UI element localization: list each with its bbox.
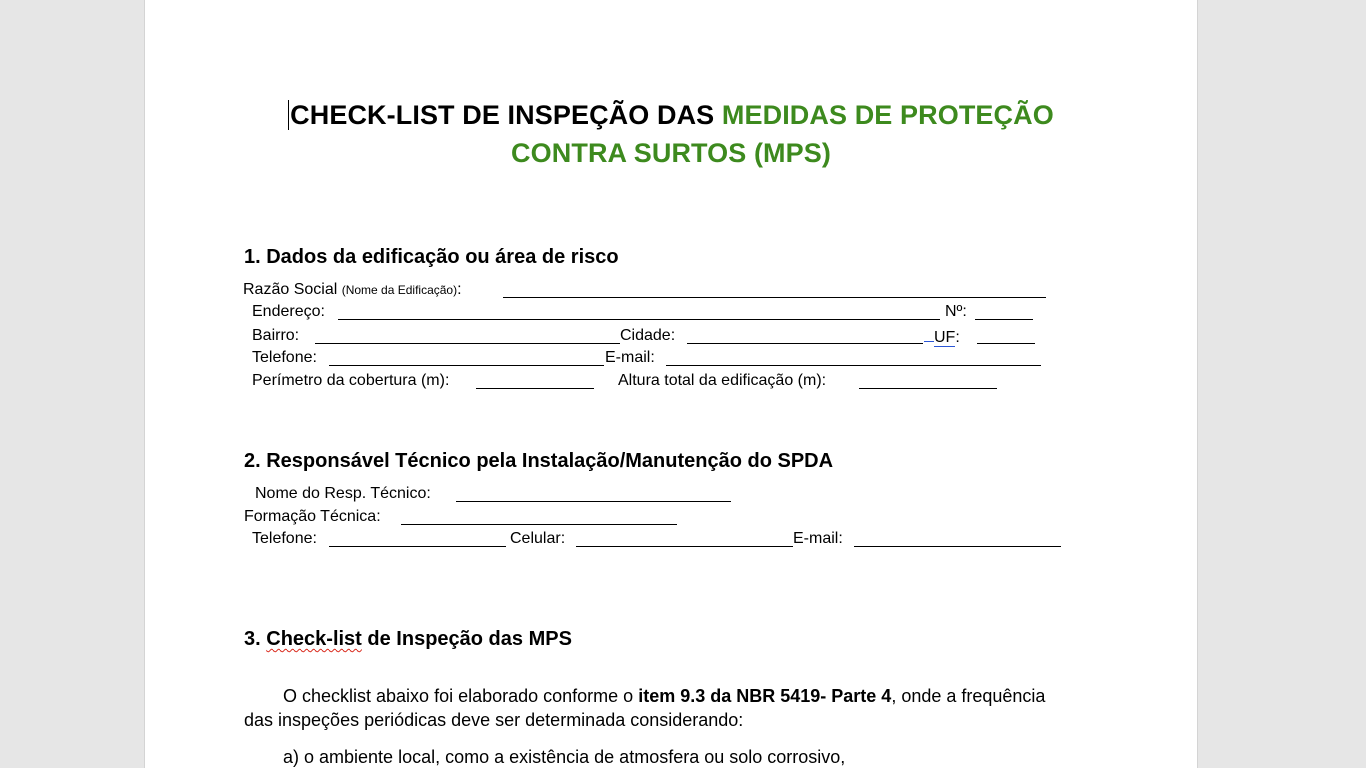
cidade-label: Cidade: (620, 327, 676, 344)
razao-social-field[interactable] (503, 283, 1046, 298)
spelling-error-word[interactable]: Check-list (266, 628, 362, 650)
resp-telefone-label: Telefone: (252, 530, 317, 547)
telefone-label: Telefone: (252, 349, 317, 366)
nome-resp-field[interactable] (456, 487, 731, 502)
uf-field[interactable] (977, 329, 1035, 344)
section1-heading: 1. Dados da edificação ou área de risco (244, 246, 619, 268)
razao-social-label: Razão Social (243, 281, 342, 298)
celular-field[interactable] (576, 532, 793, 547)
formacao-label: Formação Técnica: (244, 508, 381, 525)
intro-paragraph-line2: das inspeções periódicas deve ser determinada considerando: (244, 710, 744, 730)
endereco-field[interactable] (338, 305, 940, 320)
razao-social-row (243, 281, 462, 299)
document-page[interactable] (144, 0, 1198, 768)
section3-heading-text: de Inspeção das MPS (361, 628, 572, 650)
title-black-text: CHECK-LIST DE INSPEÇÃO DAS (290, 100, 722, 130)
text-cursor (288, 100, 289, 130)
document-title-line2: CONTRA SURTOS (MPS) (511, 138, 831, 168)
numero-label: Nº: (945, 303, 967, 320)
email-label: E-mail: (605, 349, 655, 366)
formacao-field[interactable] (401, 510, 677, 525)
endereco-label: Endereço: (252, 303, 325, 320)
uf-label-row (924, 327, 960, 347)
uf-label: UF (934, 329, 956, 346)
nome-resp-label: Nome do Resp. Técnico: (255, 485, 431, 502)
perimetro-field[interactable] (476, 374, 594, 389)
email-field[interactable] (666, 351, 1041, 366)
resp-email-label: E-mail: (793, 530, 843, 547)
bairro-field[interactable] (315, 329, 620, 344)
title-green-text: MEDIDAS DE PROTEÇÃO (721, 100, 1054, 130)
razao-social-note: (Nome da Edificação) (341, 283, 458, 297)
cidade-field[interactable] (687, 329, 923, 344)
perimetro-label: Perímetro da cobertura (m): (252, 372, 450, 389)
intro-paragraph-line1 (283, 686, 1045, 707)
resp-email-field[interactable] (854, 532, 1061, 547)
section3-heading (244, 628, 572, 651)
paragraph-text-start: O checklist abaixo foi elaborado conforme o (283, 686, 639, 706)
paragraph-norm-reference: item 9.3 da NBR 5419- Parte 4 (638, 686, 892, 706)
altura-field[interactable] (859, 374, 997, 389)
altura-label: Altura total da edificação (m): (618, 372, 827, 389)
list-item-a: a) o ambiente local, como a existência de atmosfera ou solo corrosivo, (283, 747, 846, 767)
razao-social-colon: : (457, 281, 462, 298)
uf-colon: : (955, 329, 960, 346)
section2-heading: 2. Responsável Técnico pela Instalação/Manutenção do SPDA (244, 450, 834, 472)
telefone-field[interactable] (329, 351, 604, 366)
celular-label: Celular: (510, 530, 566, 547)
numero-field[interactable] (975, 305, 1033, 320)
document-title-line1 (145, 100, 1197, 131)
bairro-label: Bairro: (252, 327, 300, 344)
uf-link-underline (924, 327, 934, 342)
resp-telefone-field[interactable] (329, 532, 506, 547)
paragraph-text-end: , onde a frequência (891, 686, 1046, 706)
section3-heading-number: 3. (244, 628, 267, 650)
